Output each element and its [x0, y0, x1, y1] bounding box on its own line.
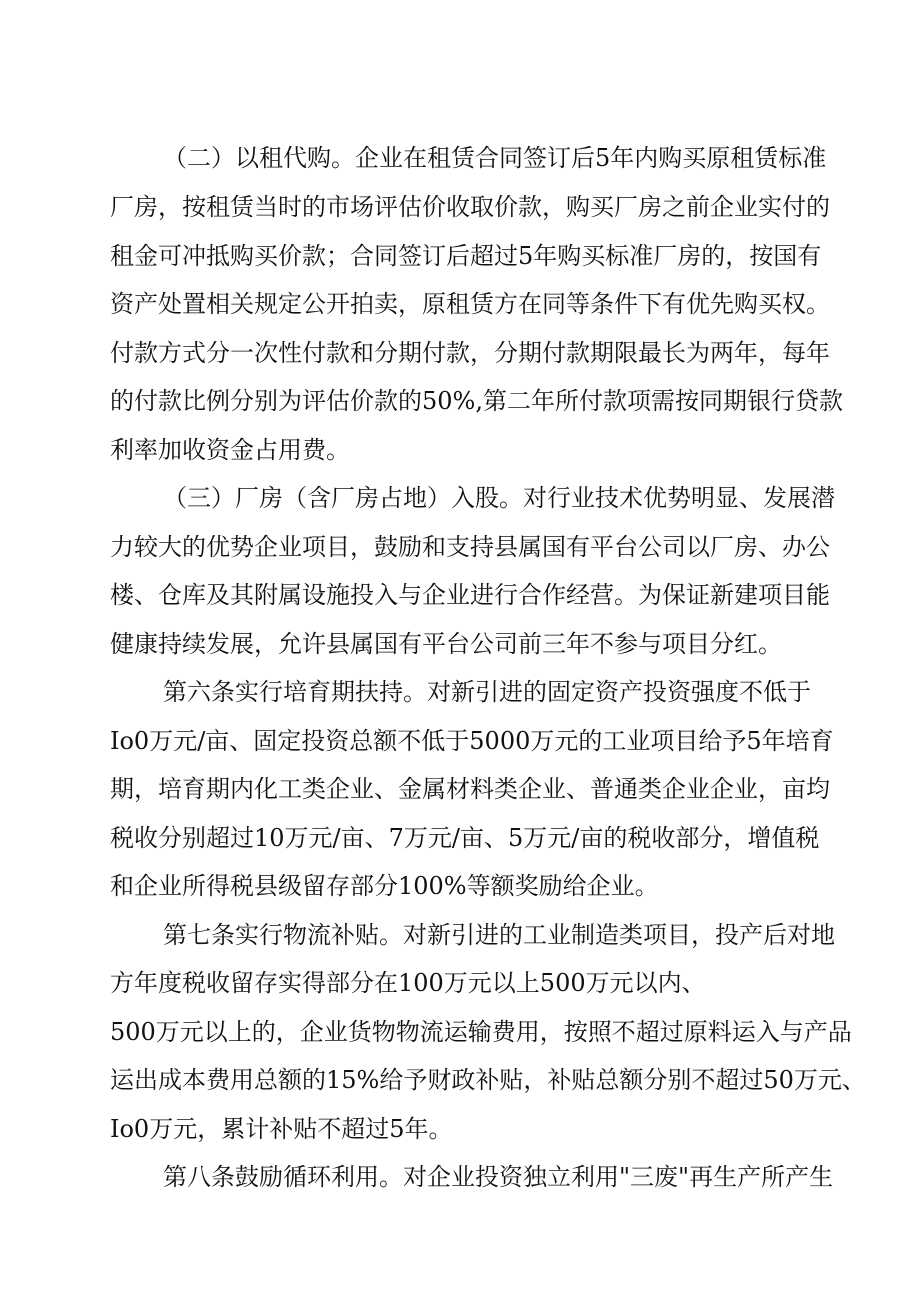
paragraph-text: （二）以租代购。企业在租赁合同签订后5年内购买原租赁标准 [163, 144, 827, 172]
paragraph-text: 付款方式分一次性付款和分期付款，分期付款期限最长为两年，每年 [110, 339, 830, 367]
paragraph-text: 力较大的优势企业项目，鼓励和支持县属国有平台公司以厂房、办公 [110, 533, 830, 561]
paragraph-text: 利率加收资金占用费。 [110, 436, 350, 464]
paragraph-text: 的付款比例分别为评估价款的50%,第二年所付款项需按同期银行贷款 [110, 387, 843, 415]
text-line [0, 858, 920, 914]
paragraph-text: 期，培育期内化工类企业、金属材料类企业、普通类企业企业，亩均 [110, 775, 830, 803]
paragraph-text: Io0万元，累计补贴不超过5年。 [110, 1115, 453, 1143]
text-line [0, 567, 920, 623]
text-line [0, 373, 920, 429]
paragraph-text: 运出成本费用总额的15%给予财政补贴，补贴总额分别不超过50万元、 [110, 1066, 866, 1094]
paragraph-text: 500万元以上的，企业货物物流运输费用，按照不超过原料运入与产品 [110, 1018, 852, 1046]
text-line [0, 276, 920, 332]
paragraph-text: 第八条鼓励循环利用。对企业投资独立利用"三废"再生产所产生 [163, 1163, 834, 1191]
text-line [0, 1052, 920, 1108]
paragraph-text: 第六条实行培育期扶持。对新引进的固定资产投资强度不低于 [163, 678, 811, 706]
paragraph-text: 第七条实行物流补贴。对新引进的工业制造类项目，投产后对地 [163, 921, 835, 949]
text-line [0, 955, 920, 1011]
text-line [0, 1149, 920, 1205]
paragraph-text: 税收分别超过10万元/亩、7万元/亩、5万元/亩的税收部分，增值税 [110, 824, 820, 852]
paragraph-text: 方年度税收留存实得部分在100万元以上500万元以内、 [110, 969, 706, 997]
paragraph-text: 和企业所得税县级留存部分100%等额奖励给企业。 [110, 872, 659, 900]
paragraph-text: 楼、仓库及其附属设施投入与企业进行合作经营。为保证新建项目能 [110, 581, 830, 609]
text-line [0, 470, 920, 526]
paragraph-text: 资产处置相关规定公开拍卖，原租赁方在同等条件下有优先购买权。 [110, 290, 830, 318]
text-line [0, 130, 920, 186]
paragraph-text: （三）厂房（含厂房占地）入股。对行业技术优势明显、发展潜 [163, 484, 835, 512]
paragraph-text: 厂房，按租赁当时的市场评估价收取价款，购买厂房之前企业实付的 [110, 193, 830, 221]
paragraph-text: Io0万元/亩、固定投资总额不低于5000万元的工业项目给予5年培育 [110, 727, 834, 755]
paragraph-text: 健康持续发展，允许县属国有平台公司前三年不参与项目分红。 [110, 630, 782, 658]
paragraph-text: 租金可冲抵购买价款；合同签订后超过5年购买标准厂房的，按国有 [110, 242, 822, 270]
text-line [0, 761, 920, 817]
text-line [0, 179, 920, 235]
text-line [0, 664, 920, 720]
